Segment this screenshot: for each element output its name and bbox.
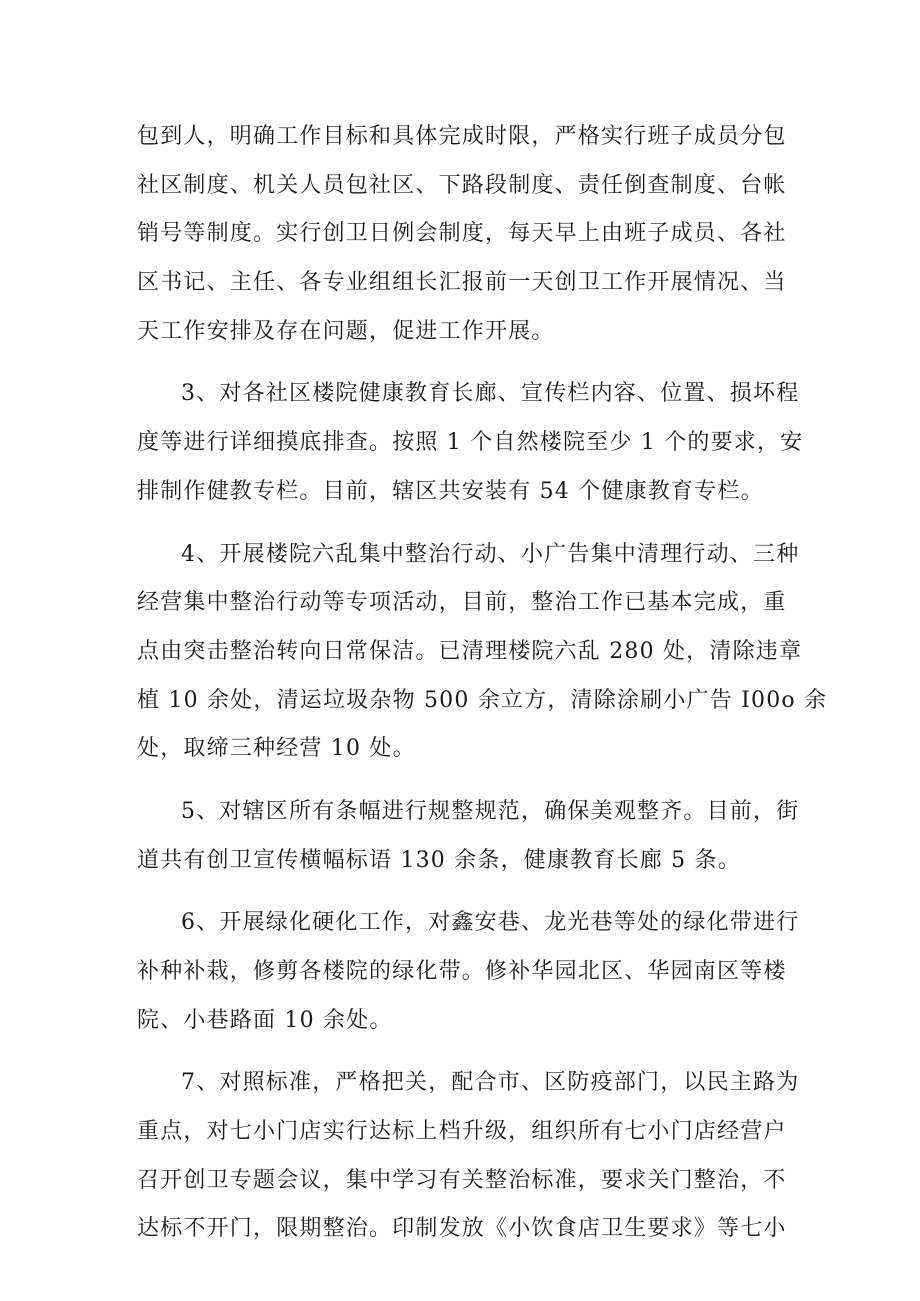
text-line: 经营集中整治行动等专项活动，目前，整治工作已基本完成，重 [137, 590, 787, 616]
text-line: 院、小巷路面 10 余处。 [137, 1007, 393, 1033]
text-line: 达标不开门，限期整治。印制发放《小饮食店卫生要求》等七小 [137, 1216, 787, 1242]
text-line: 点由突击整治转向日常保洁。已清理楼院六乱 280 处，清除违章 [137, 638, 803, 664]
paragraph-item-7 [137, 1059, 800, 1254]
text-line: 排制作健教专栏。目前，辖区共安装有 54 个健康教育专栏。 [137, 478, 764, 504]
text-line: 天工作安排及存在问题，促进工作开展。 [137, 318, 555, 344]
text-line: 6、开展绿化硬化工作，对鑫安巷、龙光巷等处的绿化带进行 [181, 910, 800, 936]
text-line: 7、对照标准，严格把关，配合市、区防疫部门，以民主路为 [181, 1070, 800, 1096]
paragraph-item-5 [137, 788, 800, 885]
paragraph-item-3 [137, 370, 804, 516]
text-line: 区书记、主任、各专业组组长汇报前一天创卫工作开展情况、当 [137, 270, 787, 296]
paragraph-item-4 [137, 531, 828, 774]
paragraph-continuation [137, 113, 787, 356]
paragraph-item-6 [137, 899, 800, 1045]
text-line: 补种补栽，修剪各楼院的绿化带。修补华园北区、华园南区等楼 [137, 959, 787, 984]
text-line: 道共有创卫宣传横幅标语 130 余条，健康教育长廊 5 条。 [137, 847, 741, 873]
text-line: 包到人，明确工作目标和具体完成时限，严格实行班子成员分包 [137, 124, 787, 149]
document-body [137, 113, 828, 1254]
text-line: 销号等制度。实行创卫日例会制度，每天早上由班子成员、各社 [137, 221, 787, 247]
text-line: 重点，对七小门店实行达标上档升级，组织所有七小门店经营户 [137, 1119, 787, 1145]
text-line: 5、对辖区所有条幅进行规整规范，确保美观整齐。目前，街 [181, 798, 800, 824]
text-line: 植 10 余处，清运垃圾杂物 500 余立方，清除涂刷小广告 I00o 余 [137, 687, 828, 713]
text-line: 4、开展楼院六乱集中整治行动、小广告集中清理行动、三种 [181, 541, 800, 567]
text-line: 3、对各社区楼院健康教育长廊、宣传栏内容、位置、损坏程 [181, 381, 800, 407]
text-line: 度等进行详细摸底排查。按照 1 个自然楼院至少 1 个的要求，安 [137, 430, 804, 456]
text-line: 处，取缔三种经营 10 处。 [137, 736, 416, 762]
text-line: 社区制度、机关人员包社区、下路段制度、责任倒查制度、台帐 [137, 172, 787, 198]
text-line: 召开创卫专题会议，集中学习有关整治标准，要求关门整治，不 [137, 1167, 787, 1193]
